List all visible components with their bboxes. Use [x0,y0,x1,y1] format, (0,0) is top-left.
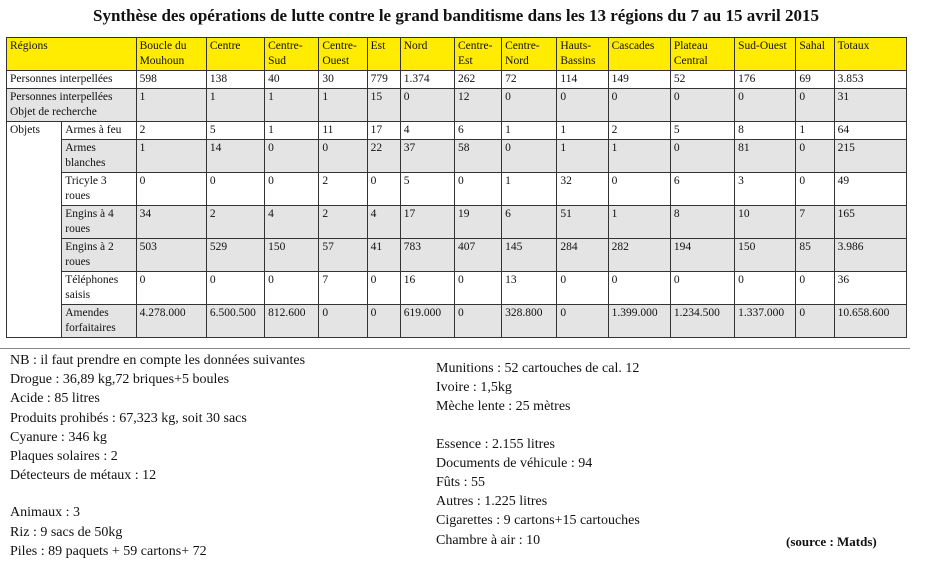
value-cell: 1 [608,140,670,173]
value-cell: 6.500.500 [206,305,264,338]
value-cell: 58 [454,140,501,173]
note-animaux: Animaux : 3 [10,505,80,521]
value-cell: 2 [608,122,670,140]
value-cell: 0 [608,89,670,122]
value-cell: 114 [557,71,608,89]
note-acide: Acide : 85 litres [10,391,100,407]
note-piles: Piles : 89 paquets + 59 cartons+ 72 [10,543,207,559]
value-cell: 1 [608,206,670,239]
note-produits: Produits prohibés : 67,323 kg, soit 30 sacs [10,410,247,426]
value-cell: 2 [136,122,206,140]
value-cell: 85 [796,239,834,272]
note-essence: Essence : 2.155 litres [436,436,555,452]
row-label: Personnes interpellées Objet de recherche [7,89,137,122]
operations-table [6,37,907,338]
value-cell: 2 [206,206,264,239]
note-chambre: Chambre à air : 10 [436,532,541,548]
total-cell: 49 [834,173,906,206]
region-header: Hauts-Bassins [557,38,608,71]
value-cell: 1 [136,140,206,173]
note-intro: NB : il faut prendre en compte les données suivantes [10,353,306,368]
table-row [7,239,907,272]
value-cell: 0 [206,173,264,206]
notes-right [436,359,640,550]
region-header: Sahal [796,38,834,71]
value-cell: 0 [670,89,734,122]
note-documents: Documents de véhicule : 94 [436,455,593,471]
objets-label: Objets [7,122,62,338]
value-cell: 4.278.000 [136,305,206,338]
value-cell: 81 [735,140,796,173]
value-cell: 2 [319,173,367,206]
row-label: Engins à 4 roues [62,206,136,239]
value-cell: 41 [367,239,400,272]
value-cell: 176 [735,71,796,89]
value-cell: 17 [367,122,400,140]
value-cell: 1 [206,89,264,122]
value-cell: 1 [265,89,319,122]
value-cell: 328.800 [502,305,557,338]
value-cell: 6 [502,206,557,239]
value-cell: 16 [400,272,454,305]
value-cell: 13 [502,272,557,305]
value-cell: 1 [502,173,557,206]
value-cell: 5 [670,122,734,140]
table-row [7,305,907,338]
value-cell: 0 [265,173,319,206]
value-cell: 503 [136,239,206,272]
region-header: Centre-Sud [265,38,319,71]
value-cell: 150 [735,239,796,272]
value-cell: 284 [557,239,608,272]
region-header: Boucle du Mouhoun [136,38,206,71]
value-cell: 0 [608,272,670,305]
value-cell: 0 [670,140,734,173]
totals-header: Totaux [834,38,906,71]
total-cell: 64 [834,122,906,140]
value-cell: 0 [670,272,734,305]
value-cell: 0 [454,272,501,305]
value-cell: 0 [796,305,834,338]
value-cell: 69 [796,71,834,89]
region-header: Sud-Ouest [735,38,796,71]
region-header: Plateau Central [670,38,734,71]
note-munitions: Munitions : 52 cartouches de cal. 12 [436,361,640,376]
note-detecteurs: Détecteurs de métaux : 12 [10,468,157,484]
value-cell: 10 [735,206,796,239]
region-header: Nord [400,38,454,71]
value-cell: 194 [670,239,734,272]
value-cell: 0 [206,272,264,305]
value-cell: 2 [319,206,367,239]
region-header: Est [367,38,400,71]
table-row [7,71,907,89]
value-cell: 0 [265,140,319,173]
value-cell: 72 [502,71,557,89]
note-autres: Autres : 1.225 litres [436,494,548,510]
value-cell: 1 [557,122,608,140]
table-row [7,206,907,239]
value-cell: 40 [265,71,319,89]
note-ivoire: Ivoire : 1,5kg [436,380,512,396]
value-cell: 0 [796,89,834,122]
value-cell: 598 [136,71,206,89]
value-cell: 0 [796,272,834,305]
value-cell: 17 [400,206,454,239]
value-cell: 1 [796,122,834,140]
value-cell: 1.337.000 [735,305,796,338]
value-cell: 4 [265,206,319,239]
region-header: Cascades [608,38,670,71]
note-drogue: Drogue : 36,89 kg,72 briques+5 boules [10,372,230,388]
value-cell: 14 [206,140,264,173]
value-cell: 138 [206,71,264,89]
value-cell: 0 [796,173,834,206]
total-cell: 36 [834,272,906,305]
region-header: Centre-Nord [502,38,557,71]
value-cell: 1.399.000 [608,305,670,338]
value-cell: 1 [502,122,557,140]
total-cell: 3.853 [834,71,906,89]
value-cell: 7 [796,206,834,239]
value-cell: 0 [454,173,501,206]
value-cell: 0 [557,272,608,305]
row-label: Armes blanches [62,140,136,173]
value-cell: 0 [796,140,834,173]
value-cell: 34 [136,206,206,239]
value-cell: 0 [735,272,796,305]
value-cell: 0 [400,89,454,122]
value-cell: 37 [400,140,454,173]
total-cell: 3.986 [834,239,906,272]
table-row [7,140,907,173]
value-cell: 0 [557,89,608,122]
value-cell: 57 [319,239,367,272]
page-title: Synthèse des opérations de lutte contre le grand banditisme dans les 13 régions du 7 au 15 avril 2015 [92,6,819,25]
value-cell: 0 [367,272,400,305]
note-futs: Fûts : 55 [436,474,486,490]
note-riz: Riz : 9 sacs de 50kg [10,524,123,540]
value-cell: 7 [319,272,367,305]
total-cell: 215 [834,140,906,173]
value-cell: 4 [367,206,400,239]
value-cell: 8 [670,206,734,239]
notes-left [10,351,305,561]
value-cell: 779 [367,71,400,89]
total-cell: 31 [834,89,906,122]
value-cell: 0 [557,305,608,338]
value-cell: 0 [367,305,400,338]
value-cell: 4 [400,122,454,140]
region-header: Centre-Ouest [319,38,367,71]
value-cell: 1.234.500 [670,305,734,338]
value-cell: 262 [454,71,501,89]
value-cell: 529 [206,239,264,272]
value-cell: 51 [557,206,608,239]
row-label: Engins à 2 roues [62,239,136,272]
value-cell: 1 [265,122,319,140]
note-cigarettes: Cigarettes : 9 cartons+15 cartouches [436,513,640,529]
value-cell: 19 [454,206,501,239]
region-header: Centre-Est [454,38,501,71]
value-cell: 0 [454,305,501,338]
value-cell: 0 [319,305,367,338]
value-cell: 282 [608,239,670,272]
value-cell: 149 [608,71,670,89]
value-cell: 1 [136,89,206,122]
total-cell: 165 [834,206,906,239]
value-cell: 0 [136,272,206,305]
value-cell: 1 [319,89,367,122]
table-row [7,173,907,206]
value-cell: 12 [454,89,501,122]
value-cell: 5 [400,173,454,206]
value-cell: 32 [557,173,608,206]
value-cell: 0 [136,173,206,206]
region-header: Centre [206,38,264,71]
value-cell: 619.000 [400,305,454,338]
row-label: Armes à feu [62,122,136,140]
value-cell: 6 [670,173,734,206]
row-label: Téléphones saisis [62,272,136,305]
row-label: Tricyle 3 roues [62,173,136,206]
row-label: Amendes forfaitaires [62,305,136,338]
value-cell: 8 [735,122,796,140]
value-cell: 52 [670,71,734,89]
divider [0,348,910,349]
total-cell: 10.658.600 [834,305,906,338]
value-cell: 0 [265,272,319,305]
value-cell: 0 [502,140,557,173]
table-row [7,89,907,122]
note-meche: Mèche lente : 25 mètres [436,399,571,415]
value-cell: 11 [319,122,367,140]
table-row [7,122,907,140]
value-cell: 1.374 [400,71,454,89]
table-body [7,71,907,338]
value-cell: 3 [735,173,796,206]
value-cell: 0 [367,173,400,206]
value-cell: 812.600 [265,305,319,338]
value-cell: 15 [367,89,400,122]
value-cell: 407 [454,239,501,272]
value-cell: 0 [502,89,557,122]
header-row [7,38,907,71]
value-cell: 783 [400,239,454,272]
source-note: (source : Matds) [786,534,877,549]
value-cell: 145 [502,239,557,272]
row-label: Personnes interpellées [7,71,137,89]
value-cell: 0 [319,140,367,173]
value-cell: 30 [319,71,367,89]
value-cell: 22 [367,140,400,173]
value-cell: 6 [454,122,501,140]
value-cell: 150 [265,239,319,272]
value-cell: 5 [206,122,264,140]
note-cyanure: Cyanure : 346 kg [10,429,107,445]
note-plaques: Plaques solaires : 2 [10,448,118,464]
table-row [7,272,907,305]
value-cell: 0 [735,89,796,122]
value-cell: 0 [608,173,670,206]
value-cell: 1 [557,140,608,173]
corner-header: Régions [7,38,137,71]
